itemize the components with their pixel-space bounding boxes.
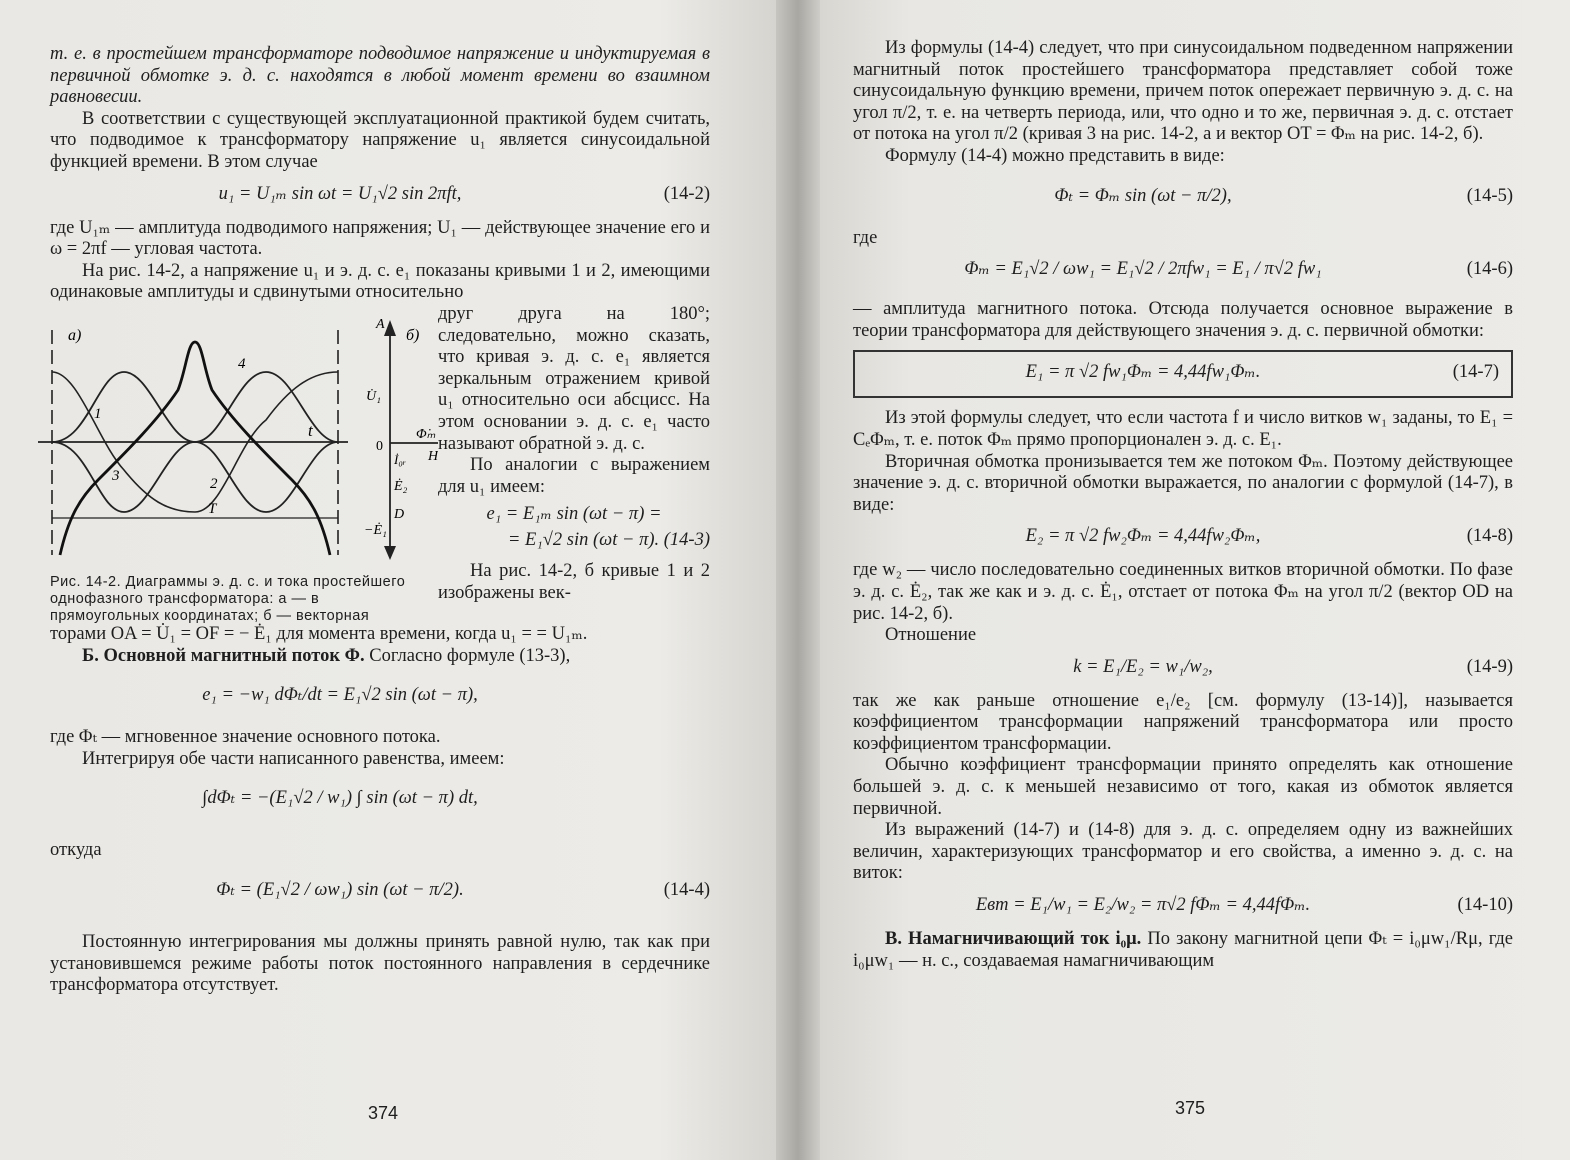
equation-formula: u₁ = U₁ₘ sin ωt = U₁√2 sin 2πft, <box>218 183 462 204</box>
paragraph: Из формулы (14-4) следует, что при синусоидальном подведенном напряжении магнитный поток простейшего трансформатора представляет собой тоже синусоидальную функцию времени, причем поток опережает первичную э. д. с. на угол π/2, т. е. на четверть периода, или, что одно и то же, первичная э. д. с. отстает от потока на угол π/2 (кривая 3 на рис. 14-2, а и вектор OT = Φₘ на рис. 14-2, б). <box>853 38 1513 145</box>
label-curve-3: 3 <box>112 467 120 484</box>
label-U1: U̇₁ <box>366 388 381 404</box>
section-b-title: Б. Основной магнитный поток Φ. <box>82 645 365 666</box>
paragraph: На рис. 14-2, а напряжение u₁ и э. д. с. e₁ показаны кривыми 1 и 2, имеющими одинаковые амплитуды и сдвинутыми относительно <box>50 260 710 303</box>
arrow-head <box>384 546 396 560</box>
label-A: A <box>376 316 385 332</box>
label-I0r: İ₀ᵣ <box>394 451 407 467</box>
equation-formula: Φₘ = E₁√2 / ωw₁ = E₁√2 / 2πfw₁ = E₁ / π√2 fw₁ <box>964 259 1322 280</box>
label-minus-E1: −Ė₁ <box>364 522 387 538</box>
label-E2: Ė₂ <box>394 478 408 494</box>
section-b <box>50 646 710 668</box>
label-T: T <box>208 500 217 517</box>
label-curve-2: 2 <box>210 475 218 492</box>
equation-number: (14-8) <box>1466 526 1513 547</box>
equation-number: (14-4) <box>663 879 710 900</box>
curve-4 <box>60 342 330 555</box>
figure-14-2 <box>38 310 438 572</box>
paragraph: где w₂ — число последовательно соединенных витков вторичной обмотки. По фазе э. д. с. Ė₂, так же как и э. д. с. Ė₁, отстает от потока Φₘ на угол π/2 (вектор OD на рис. 14-2, б). <box>853 560 1513 624</box>
figure-side-text <box>438 304 710 605</box>
page-number: 375 <box>1175 1098 1206 1118</box>
equation-14-8 <box>853 516 1513 560</box>
label-a: а) <box>68 326 82 344</box>
equation-14-4 <box>50 862 710 932</box>
section-v-title: В. Намагничивающий ток i₀μ. <box>885 929 1142 950</box>
equation-formula: Eвт = E₁/w₁ = E₂/w₂ = π√2 fΦₘ = 4,44fΦₘ. <box>975 895 1311 916</box>
equation-integral <box>50 770 710 840</box>
page-374 <box>0 0 776 1160</box>
equation-number: (14-9) <box>1466 656 1513 677</box>
equation-14-9 <box>853 647 1513 691</box>
label-D: D <box>394 506 405 522</box>
paragraph: Обычно коэффициент трансформации принято определять как отношение большей э. д. с. к меньшей независимо от того, какая из обмоток является первичной. <box>853 755 1513 819</box>
paragraph: Из выражений (14-7) и (14-8) для э. д. с. определяем одну из важнейших величин, характеризующих трансформатор и его свойства, а именно э. д. с. на виток: <box>853 820 1513 884</box>
page-number: 374 <box>368 1103 399 1123</box>
paragraph: где U₁ₘ — амплитуда подводимого напряжения; U₁ — действующее значение его и ω = 2πf — угловая частота. <box>50 217 710 260</box>
label-O: 0 <box>376 438 383 454</box>
book-gutter <box>776 0 820 1160</box>
section-v <box>853 929 1513 972</box>
equation-14-10 <box>853 885 1513 929</box>
label-t: t <box>308 420 313 440</box>
figure-caption: Рис. 14-2. Диаграммы э. д. с. и тока простейшего однофазного трансформатора: а — в прямоугольных координатах; б — векторная <box>50 573 406 624</box>
paragraph: На рис. 14-2, б кривые 1 и 2 изображены век- <box>438 561 710 604</box>
page-375 <box>820 0 1570 1160</box>
section-b-text: Согласно формуле (13-3), <box>369 645 571 666</box>
equation-number: (14-6) <box>1466 259 1513 280</box>
equation-number: (14-2) <box>663 183 710 204</box>
paragraph: По аналогии с выражением для u₁ имеем: <box>438 455 710 497</box>
equation-formula: ∫dΦₜ = −(E₁√2 / w₁) ∫ sin (ωt − π) dt, <box>202 788 478 809</box>
equation-14-2 <box>50 174 710 218</box>
paragraph: Вторичная обмотка пронизывается тем же потоком Φₘ. Поэтому действующее значение э. д. с. вторичной обмотки выражается, по аналогии с формулой (14-7), в виде: <box>853 451 1513 515</box>
paragraph: — амплитуда магнитного потока. Отсюда получается основное выражение в теории трансформатора для действующего значения э. д. с. первичной обмотки: <box>853 299 1513 341</box>
equation-formula: k = E₁/E₂ = w₁/w₂, <box>1073 656 1213 677</box>
label-curve-4: 4 <box>238 355 246 372</box>
paragraph: где <box>853 227 878 248</box>
paragraph: откуда <box>50 840 102 861</box>
equation-14-3-line2: = E₁√2 sin (ωt − π). (14-3) <box>507 529 710 550</box>
figure-14-2-block <box>50 304 710 624</box>
equation-formula: E₂ = π √2 fw₂Φₘ = 4,44fw₂Φₘ, <box>1025 526 1261 547</box>
equation-formula: Φₜ = Φₘ sin (ωt − π/2), <box>1054 185 1232 206</box>
equation-14-7-box <box>853 350 1513 398</box>
equation-14-5 <box>853 168 1513 228</box>
paragraph: Постоянную интегрирования мы должны принять равной нулю, так как при установившемся режиме работы поток постоянного направления в сердечнике трансформатора отсутствует. <box>50 931 710 996</box>
arrow-head <box>384 320 396 336</box>
equation-number: (14-10) <box>1457 895 1513 916</box>
paragraph: так же как раньше отношение e₁/e₂ [см. формулу (13-14)], называется коэффициентом трансформации напряжений трансформатора или просто коэффициентом трансформации. <box>853 690 1513 754</box>
paragraph: Формулу (14-4) можно представить в виде: <box>885 145 1225 166</box>
right-column <box>853 38 1513 972</box>
paragraph: Отношение <box>885 625 977 646</box>
left-column <box>50 44 710 997</box>
equation-number: (14-7) <box>1452 362 1499 383</box>
label-Phim: Φ̇ₘ <box>416 426 436 442</box>
equation-14-6 <box>853 249 1513 299</box>
equation-number: (14-5) <box>1466 185 1513 206</box>
equation-formula: Φₜ = (E₁√2 / ωw₁) sin (ωt − π/2). <box>216 879 464 900</box>
label-H: H <box>428 448 438 464</box>
paragraph: Из этой формулы следует, что если частота f и число витков w₁ заданы, то E₁ = CₑΦₘ, т. е. поток Φₘ прямо пропорционален э. д. с. E₁. <box>853 408 1513 450</box>
label-b: б) <box>406 326 420 344</box>
paragraph: торами OA = U̇₁ = OF = − Ė₁ для момента времени, когда u₁ = = U₁ₘ. <box>50 623 588 644</box>
intro-paragraph: т. е. в простейшем трансформаторе подводимое напряжение и индуктируемая в первичной обмотке э. д. с. находятся в любой момент времени во взаимном равновесии. <box>50 44 710 108</box>
equation-e1 <box>50 667 710 727</box>
paragraph: Интегрируя обе части написанного равенства, имеем: <box>82 748 505 769</box>
equation-formula: e₁ = −w₁ dΦₜ/dt = E₁√2 sin (ωt − π), <box>202 685 478 706</box>
equation-formula: E₁ = π √2 fw₁Φₘ = 4,44fw₁Φₘ. <box>1025 362 1261 383</box>
paragraph: друг друга на 180°; следовательно, можно сказать, что кривая э. д. с. e₁ является зеркальным отражением кривой u₁ относительно оси абсцисс. На этом основании э. д. с. e₁ часто называют обратной э. д. с. <box>438 303 710 454</box>
label-curve-1: 1 <box>94 405 102 422</box>
equation-14-3-line1: e₁ = E₁ₘ sin (ωt − π) = <box>486 504 662 525</box>
section-v-text: По закону магнитной цепи Φₜ = i₀μw₁/Rμ, где i₀μw₁ — н. с., создаваемая намагничивающим <box>853 929 1513 971</box>
paragraph: В соответствии с существующей эксплуатационной практикой будем считать, что подводимое к трансформатору напряжение u₁ является синусоидальной функцией времени. В этом случае <box>50 108 710 172</box>
paragraph: где Φₜ — мгновенное значение основного потока. <box>50 727 441 748</box>
